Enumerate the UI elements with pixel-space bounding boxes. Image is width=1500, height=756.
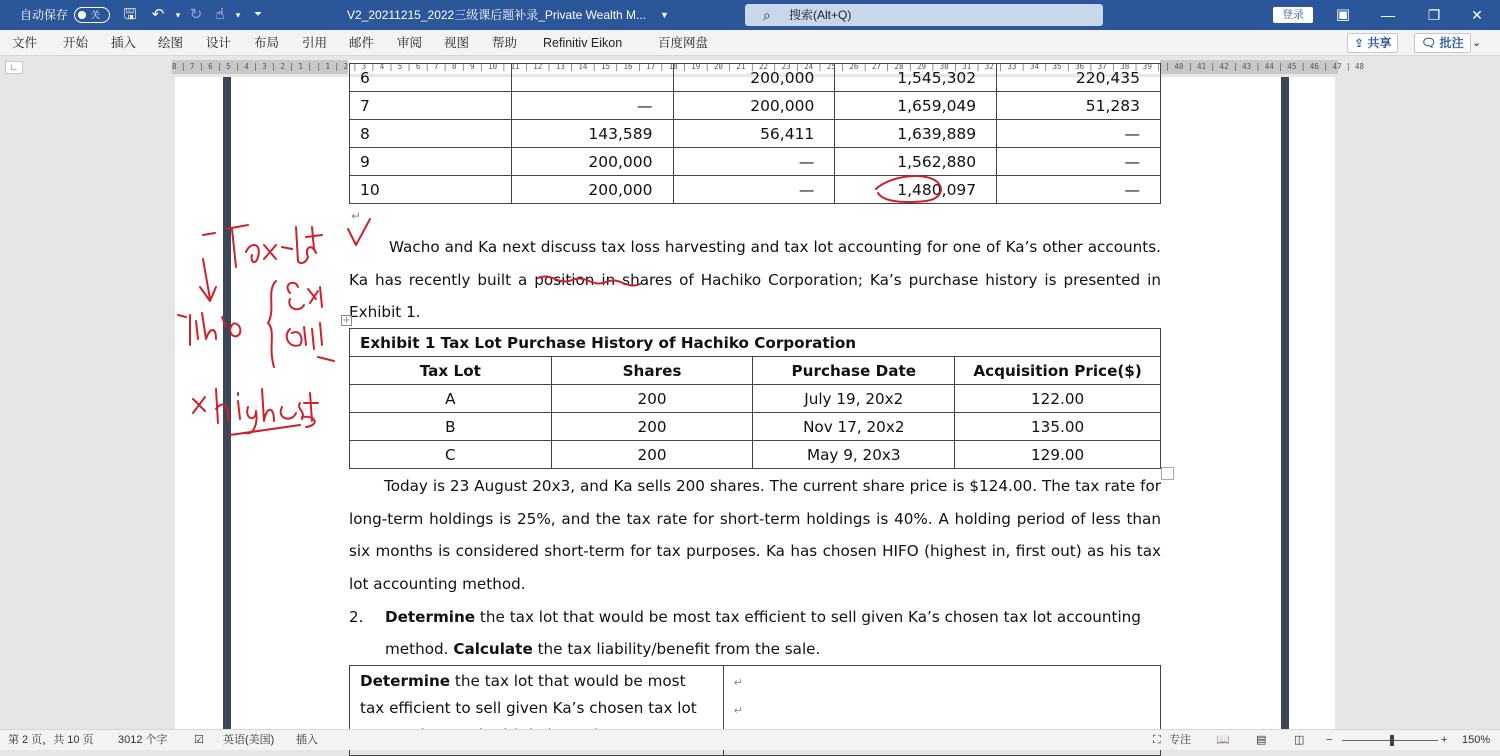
table-cell[interactable]: 6 [350,64,512,92]
search-input[interactable] [745,4,1103,26]
document-page[interactable] [175,68,1335,729]
question-bold-calculate: Calculate [453,640,533,658]
table-row [350,64,1161,92]
answer-entry-cell[interactable]: ↵ ↵ [723,666,1160,756]
menu-mailings[interactable]: 邮件 [349,36,375,50]
exhibit-1-table [349,328,1161,469]
question-number: 2. [349,608,364,626]
table-move-handle[interactable]: + [342,315,351,326]
print-layout-icon[interactable]: ▤ [1256,734,1267,746]
table-cell[interactable]: 1,639,889 [835,120,997,148]
column-header[interactable]: Tax Lot [350,357,552,385]
table-cell[interactable] [511,64,673,92]
table-cell[interactable]: B [350,413,552,441]
document-workspace[interactable] [0,68,1500,729]
table-resize-handle[interactable] [1161,467,1174,480]
ribbon-display-icon[interactable]: ▣ [1335,6,1351,23]
answer-prompt-text: the tax lot that would be most tax efficient to sell given Ka’s chosen tax lot [360,672,697,717]
zoom-slider-thumb[interactable] [1390,735,1394,746]
table-cell[interactable]: 200,000 [511,176,673,204]
table-cell[interactable]: 129.00 [955,441,1161,469]
table-cell[interactable]: — [673,176,835,204]
table-cell[interactable]: 7 [350,92,512,120]
table-cell[interactable]: 220,435 [997,64,1161,92]
column-header[interactable]: Shares [551,357,753,385]
comment-icon: 🗨 [1421,36,1440,50]
table-row [350,148,1161,176]
menu-baidu-netdisk[interactable]: 百度网盘 [658,36,709,50]
table-header-row [350,357,1161,385]
table-cell[interactable]: — [997,148,1161,176]
input-mode[interactable]: 插入 [296,734,318,746]
zoom-out-icon[interactable]: − [1326,734,1333,746]
menu-refinitiv-eikon[interactable]: Refinitiv Eikon [543,36,623,50]
paragraph-mark: ↵ [351,209,362,223]
language[interactable]: 英语(美国) [223,734,275,746]
column-header[interactable]: Purchase Date [753,357,955,385]
menu-home[interactable]: 开始 [63,36,89,50]
table-cell[interactable]: 200 [551,385,753,413]
proofing-icon[interactable]: ☑ [194,734,204,746]
table-cell[interactable]: 10 [350,176,512,204]
table-cell[interactable]: July 19, 20x2 [753,385,955,413]
menu-design[interactable]: 设计 [206,36,232,50]
table-cell[interactable]: 8 [350,120,512,148]
table-cell[interactable]: Nov 17, 20x2 [753,413,955,441]
table-row [350,92,1161,120]
save-icon[interactable]: 🖫 [123,6,137,23]
autosave-label: 自动保存 [20,8,69,22]
menu-help[interactable]: 帮助 [492,36,518,50]
left-margin-bar [223,77,231,729]
share-button[interactable] [1347,33,1398,53]
table-cell[interactable]: 56,411 [673,120,835,148]
table-cell[interactable]: A [350,385,552,413]
menu-file[interactable]: 文件 [12,36,38,50]
table-row [350,385,1161,413]
table-row [350,329,1161,357]
close-icon[interactable]: ✕ [1471,7,1483,23]
table-cell[interactable]: 122.00 [955,385,1161,413]
touch-dropdown-icon[interactable]: ▾ [235,10,241,20]
customize-icon[interactable]: ⏷ [254,9,262,20]
collapse-ribbon-icon[interactable]: ⌄ [1472,37,1482,49]
focus-label[interactable]: 专注 [1169,734,1191,746]
column-header[interactable]: Acquisition Price($) [955,357,1161,385]
table-cell[interactable]: 1,562,880 [835,148,997,176]
table-cell[interactable]: 1,659,049 [835,92,997,120]
title-dropdown-icon[interactable]: ▼ [660,10,669,20]
question-text-part2: the tax liability/benefit from the sale. [532,640,821,658]
menu-draw[interactable]: 绘图 [158,36,184,50]
focus-icon[interactable]: ⛶ [1153,734,1161,746]
share-icon: ⇪ [1354,36,1368,50]
menu-insert[interactable]: 插入 [111,36,137,50]
touch-mode-icon[interactable]: ☝ [215,6,225,23]
question-2-text[interactable] [385,601,1155,665]
search-icon: ⌕ [763,7,771,23]
table-cell[interactable]: 1,480,097 [835,176,997,204]
question-text-part1: the tax lot that would be most tax efficient to sell given Ka’s chosen tax lot accounting method. [385,608,1141,658]
table-cell[interactable]: — [997,120,1161,148]
table-cell[interactable]: 9 [350,148,512,176]
undo-dropdown-icon[interactable]: ▾ [175,10,181,20]
search-placeholder: 搜索(Alt+Q) [789,8,852,22]
read-mode-icon[interactable]: 📖 [1216,734,1230,746]
page-info[interactable]: 第 2 页，共 10 页 [8,734,94,746]
table-row [350,176,1161,204]
table-cell[interactable]: — [997,176,1161,204]
menu-review[interactable]: 审阅 [397,36,423,50]
table-cell[interactable]: 200,000 [511,148,673,176]
comments-label: 批注 [1439,36,1464,50]
table-row [350,120,1161,148]
table-cell[interactable]: 200 [551,413,753,441]
table-cell[interactable]: 143,589 [511,120,673,148]
answer-bold-determine: Determine [360,672,451,690]
table-row [350,413,1161,441]
title-bar [0,0,1500,30]
menu-layout[interactable]: 布局 [254,36,280,50]
table-cell[interactable]: 200 [551,441,753,469]
document-title[interactable]: V2_20211215_2022三级课后题补录_Private Wealth M... [347,8,647,22]
zoom-in-icon[interactable]: + [1441,734,1448,746]
question-bold-determine: Determine [385,608,476,626]
share-label: 共享 [1367,36,1392,50]
menu-bar [0,30,1500,56]
comments-button[interactable] [1414,33,1471,53]
paragraph-hachiko-intro[interactable]: Wacho and Ka next discuss tax loss harvesting and tax lot accounting for one of Ka’s other accounts. Ka has recently built a position in shares of Hachiko Corporation; Ka’s purchase history is presented in Exhibit 1. [349,238,1161,321]
right-margin-bar [1281,77,1289,729]
exhibit-title[interactable]: Exhibit 1 Tax Lot Purchase History of Hachiko Corporation [350,329,1161,357]
status-bar [0,729,1500,750]
table-cell[interactable]: — [673,148,835,176]
table-cell[interactable]: 1,545,302 [835,64,997,92]
ruler-ticks: 8 | 7 | 6 | 5 | 4 | 3 | 2 | 1 | | 1 | 2 | 3 | 4 | 5 | 6 | 7 | 8 | 9 | 10 | 11 | 12 | 13 | 14 | 15 | 16 | 17 | 18 | 19 | 20 | 21 | 22 | 23 | 24 | 25 | 26 | 27 | 28 | 29 | 30 | 31 | 32 | 33 | 34 | 35 | 36 | 37 | 38 | 39 | | 40 | 41 | 42 | 43 | 44 | 45 | 46 | 47 | 48 [172,62,1365,71]
table-cell[interactable]: C [350,441,552,469]
table-cell[interactable]: 200,000 [673,92,835,120]
menu-references[interactable]: 引用 [302,36,328,50]
redo-icon[interactable]: ↻ [189,6,203,23]
menu-view[interactable]: 视图 [444,36,470,50]
paragraph-sale-details[interactable]: Today is 23 August 20x3, and Ka sells 200 shares. The current share price is $124.00. The tax rate for long-term holdings is 25%, and the tax rate for short-term holdings is 40%. A holding period of less than six months is considered short-term for tax purposes. Ka has chosen HIFO (highest in, first out) as his tax lot accounting method. [349,477,1161,593]
table-cell[interactable]: 200,000 [673,64,835,92]
tab-stop-selector[interactable]: ∟ [5,61,23,74]
undo-icon[interactable]: ↶ [151,6,165,23]
table-row [350,441,1161,469]
restore-icon[interactable]: ❐ [1427,7,1441,23]
table-cell[interactable]: 51,283 [997,92,1161,120]
zoom-level[interactable]: 150% [1462,734,1491,746]
login-button[interactable]: 登录 [1273,7,1313,23]
table-cell[interactable]: May 9, 20x3 [753,441,955,469]
previous-table [349,63,1161,204]
table-cell[interactable]: 135.00 [955,413,1161,441]
table-cell[interactable]: — [511,92,673,120]
web-layout-icon[interactable]: ◫ [1294,734,1305,746]
minimize-icon[interactable]: — [1381,7,1395,23]
word-count[interactable]: 3012 个字 [118,734,168,746]
autosave-toggle[interactable]: 关 [74,7,110,23]
